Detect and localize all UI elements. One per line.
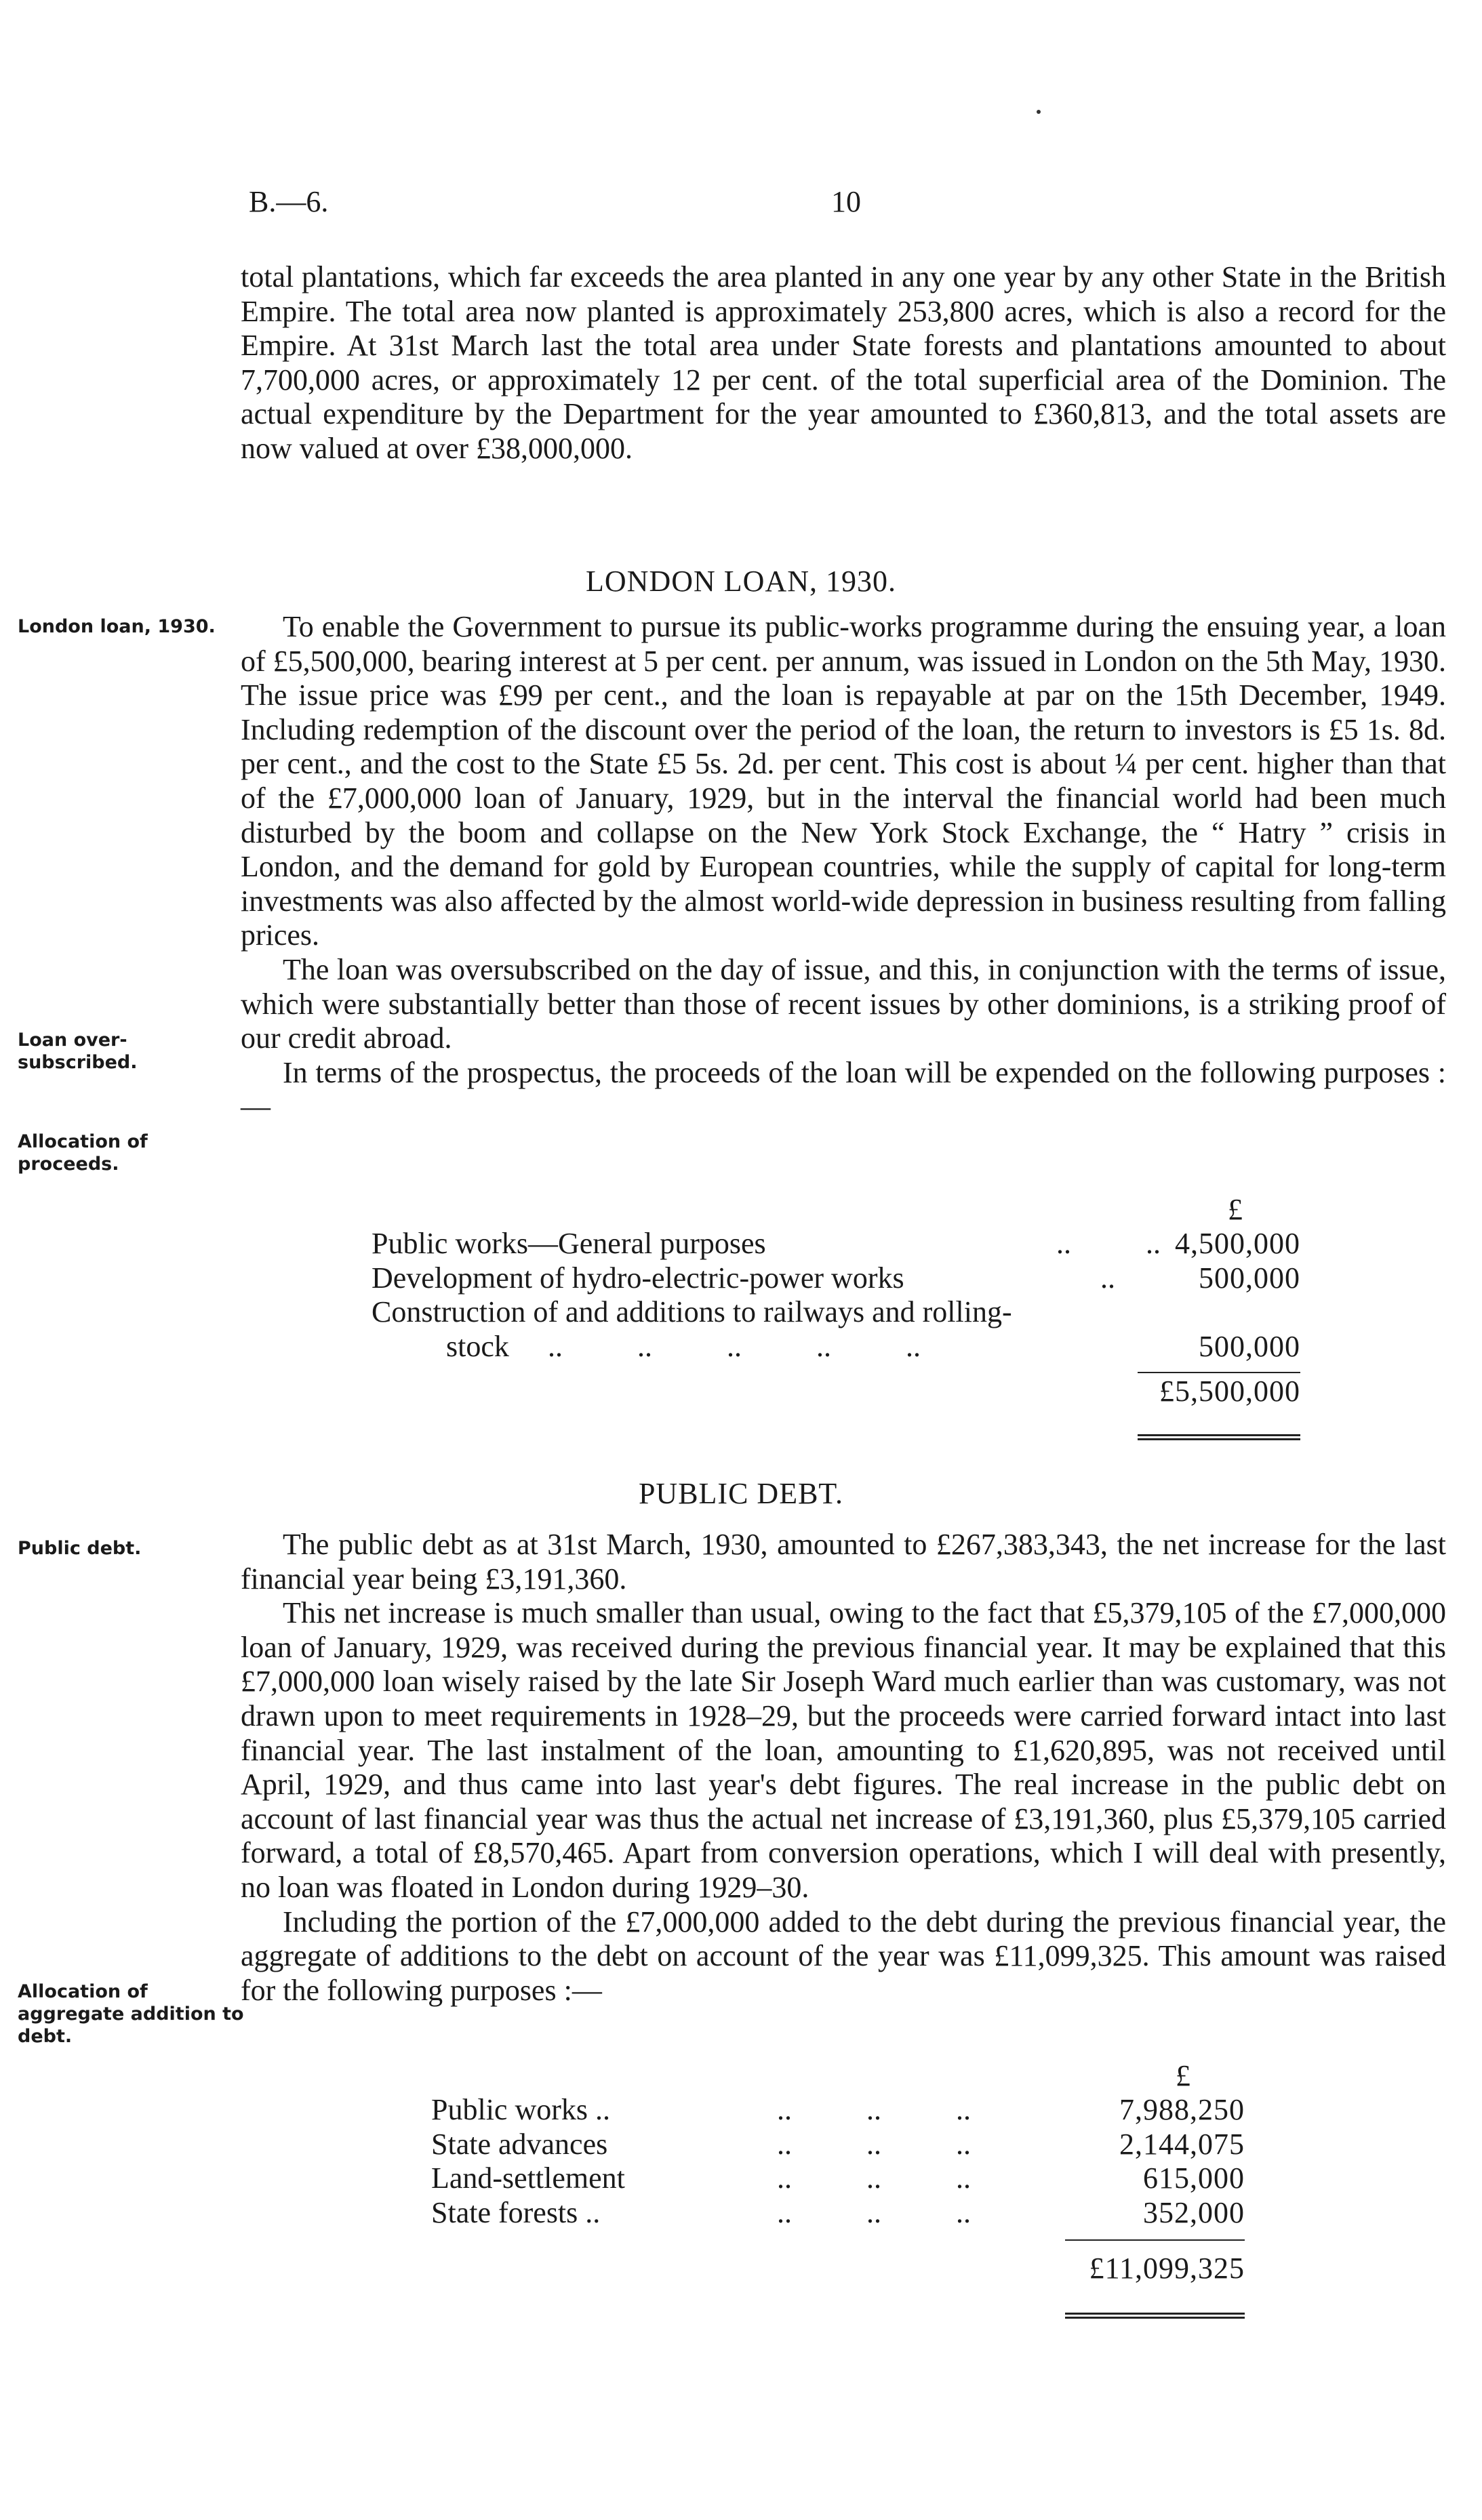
table-row [431,2059,1245,2128]
london-loan-text [241,610,1446,1124]
loan-purposes-table [372,1193,1300,1409]
table-row [372,1193,1300,1261]
total-double-rule [1138,1434,1300,1440]
debt-purposes-table [431,2059,1245,2286]
row-amount: 500,000 [1199,1261,1300,1295]
row-label: Construction of and additions to railways and rolling- [372,1295,1012,1329]
row-label: Public works .. [431,2093,610,2126]
table-row [372,1295,1300,1330]
public-debt-paragraph-1: The public debt as at 31st March, 1930, amounted to £267,383,343, the net increase for the last financial year being £3,191,360. [241,1528,1446,1596]
table-row [372,1261,1300,1296]
subtotal-rule [1138,1372,1300,1373]
row-label: Development of hydro-electric-power works [372,1261,904,1295]
table-row [431,2161,1245,2196]
row-amount: 500,000 [1199,1329,1300,1363]
row-amount: 2,144,075 [1119,2127,1245,2161]
table-total-row [372,1375,1300,1409]
subtotal-rule [1065,2239,1245,2241]
row-amount: 615,000 [1143,2161,1245,2195]
row-label: Public works—General purposes [372,1227,766,1260]
margin-note-london-loan: London loan, 1930. [18,616,216,637]
currency-unit: £ [1228,1193,1243,1226]
leader-dots: .. .. .. [777,2127,971,2161]
leader-dots: .. .. .. [777,2093,971,2126]
leader-dots: .. .. .. .. .. [548,1329,921,1363]
public-debt-paragraph-2: This net increase is much smaller than usual, owing to the fact that £5,379,105 of the £7,000,000 loan of January, 1929, was received during the previous financial year. It may be explained that this £7,000,000 loan wisely raised by the late Sir Joseph Ward much earlier than was customary, was not drawn upon to meet requirements in 1928–29, but the proceeds were carried forward intact into last financial year. The last instalment of the loan, amounting to £1,620,895, was not received until April, 1929, and thus came into last year's debt figures. The real increase in the public debt on account of last financial year was thus the actual net increase of £3,191,360, plus £5,379,105 carried forward, a total of £8,570,465. Apart from conversion operations, which I will deal with presently, no loan was floated in London during 1929–30. [241,1596,1446,1904]
row-label: State forests .. [431,2195,601,2229]
total-amount: £11,099,325 [1089,2252,1245,2285]
public-debt-text [241,1528,1446,2008]
leader-dots: .. [1100,1261,1115,1295]
leader-dots: .. .. [1056,1227,1161,1260]
currency-unit: £ [1176,2059,1190,2092]
intro-paragraph: total plantations, which far exceeds the area planted in any one year by any other State in the British Empire. The total area now planted is approximately 253,800 acres, which is also a record for the Empire. At 31st March last the total area under State forests and plantations amounted to about 7,700,000 acres, or approximately 12 per cent. of the total superficial area of the Dominion. The actual expenditure by the Department for the year amounted to £360,813, and the total assets are now valued at over £38,000,000. [241,260,1446,465]
report-code: B.—6. [249,185,329,218]
row-label: State advances [431,2127,608,2161]
total-amount: £5,500,000 [1159,1375,1300,1408]
row-amount: 4,500,000 [1175,1227,1300,1260]
leader-dots: .. .. .. [777,2195,971,2229]
london-loan-paragraph-1: To enable the Government to pursue its public-works programme during the ensuing year, a loan of £5,500,000, bearing interest at 5 per cent. per annum, was issued in London on the 5th May, 1930. The issue price was £99 per cent., and the loan is repayable at par on the 15th December, 1949. Including redemption of the discount over the period of the loan, the return to investors is £5 1s. 8d. per cent., and the cost to the State £5 5s. 2d. per cent. This cost is about ¼ per cent. higher than that of the £7,000,000 loan of January, 1929, but in the interval the financial world had been much disturbed by the boom and collapse on the New York Stock Exchange, the “ Hatry ” crisis in London, and the demand for gold by European countries, while the supply of capital for long-term investments was also affected by the almost world-wide depression in business resulting from falling prices. [241,610,1446,952]
total-double-rule [1065,2313,1245,2319]
margin-note-public-debt: Public debt. [18,1538,142,1559]
margin-note-loan-oversubscribed: Loan over-subscribed. [18,1030,138,1073]
leader-dots: .. .. .. [777,2161,971,2195]
margin-note-allocation-proceeds: Allocation of proceeds. [18,1131,148,1175]
speck-mark [1037,110,1041,114]
row-amount: 352,000 [1143,2195,1245,2229]
london-loan-heading: LONDON LOAN, 1930. [586,565,896,598]
page-header [0,184,1482,225]
public-debt-paragraph-3: Including the portion of the £7,000,000 added to the debt during the previous financial year, the aggregate of additions to the debt on account of the year was £11,099,325. This amount was raised for the following purposes :— [241,1905,1446,2007]
row-label: stock [446,1329,509,1363]
public-debt-heading: PUBLIC DEBT. [638,1477,844,1510]
table-row [431,2196,1245,2231]
margin-note-allocation-aggregate: Allocation of aggregate addition to debt. [18,1981,244,2047]
london-loan-paragraph-3: In terms of the prospectus, the proceeds of the loan will be expended on the following purposes :— [241,1055,1446,1124]
page-number: 10 [831,185,861,218]
table-row [431,2128,1245,2162]
row-label: Land-settlement [431,2161,625,2195]
intro-section [241,260,1446,466]
table-row [372,1330,1300,1364]
london-loan-paragraph-2: The loan was oversubscribed on the day of issue, and this, in conjunction with the terms of issue, which were substantially better than those of recent issues by other dominions, is a striking proof of our credit abroad. [241,952,1446,1055]
row-amount: 7,988,250 [1119,2093,1245,2126]
table-total-row [431,2252,1245,2286]
